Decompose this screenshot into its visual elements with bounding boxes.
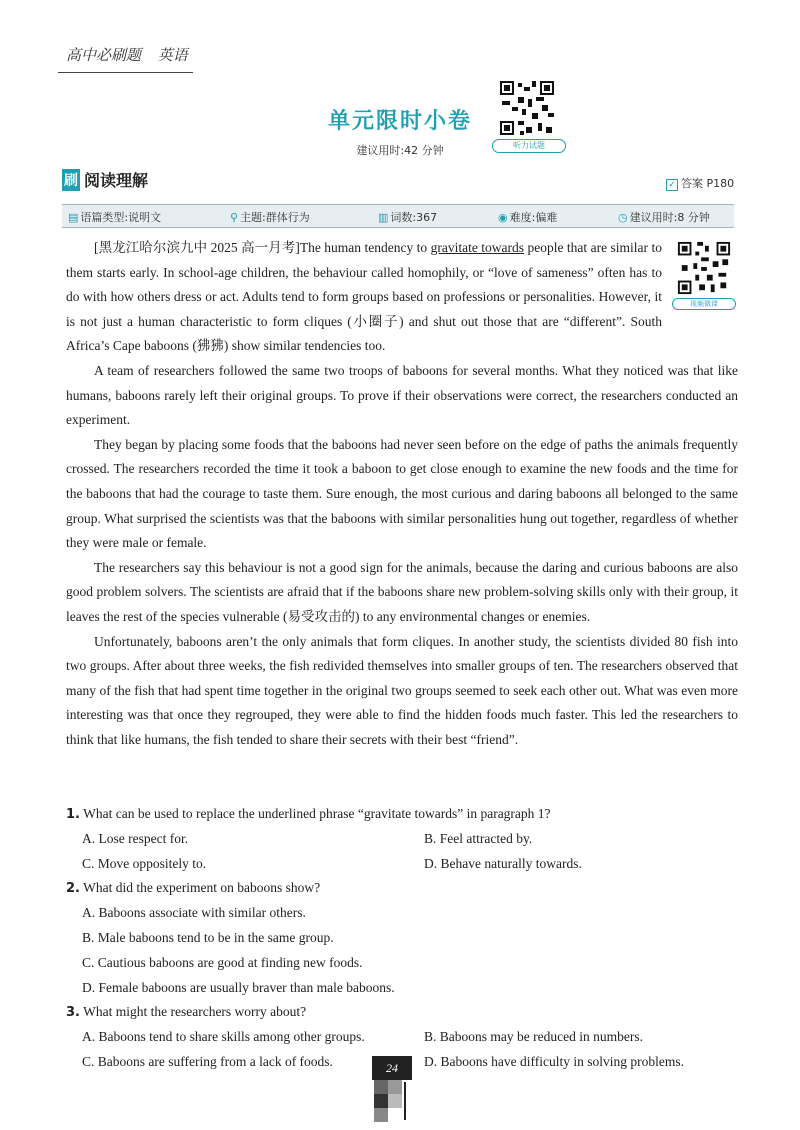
option-2d[interactable]: D. Female baboons are usually braver than male baboons. [82,980,395,995]
option-2a[interactable]: A. Baboons associate with similar others. [82,905,306,920]
document-icon: ▤ [68,211,79,224]
option-2b[interactable]: B. Male baboons tend to be in the same group. [82,930,334,945]
unit-title: 单元限时小卷 [327,109,472,134]
answer-page: 答案 P180 [681,177,735,190]
search-icon: ⚲ [230,211,239,224]
answer-reference [666,175,734,191]
section-heading [62,168,148,191]
info-word-count: ▥ 词数:367 [378,211,438,224]
option-1a[interactable]: A. Lose respect for. [82,831,189,846]
option-3a[interactable]: A. Baboons tend to share skills among other groups. [82,1029,365,1044]
question-1: 1. What can be used to replace the underlined phrase “gravitate towards” in paragraph 1? [66,806,551,822]
check-icon: ✓ [666,179,678,191]
question-2: 2. What did the experiment on baboons show? [66,880,321,896]
book-header [66,44,200,65]
chart-icon: ▥ [378,211,389,224]
info-theme: ⚲ 主题:群体行为 [230,211,310,224]
passage-source: [黑龙江哈尔滨九中 2025 高一月考] [94,240,300,255]
question-text: What did the experiment on baboons show? [83,880,321,895]
header-divider [58,72,193,73]
unit-suggested-time: 建议用时:42 分钟 [356,144,444,157]
reading-passage [66,236,738,752]
page-number: 24 [372,1056,412,1080]
option-1b[interactable]: B. Feel attracted by. [424,831,533,846]
section-title: 阅读理解 [84,171,149,190]
qr-caption: 听力试题 [492,139,566,153]
option-3d[interactable]: D. Baboons have difficulty in solving problems. [424,1054,684,1069]
book-title: 高中必刷题 [66,46,142,64]
paragraph-1: [黑龙江哈尔滨九中 2025 高一月考]The human tendency to gravitate towards people that are similar to them starts early. In school-age children, the behaviour called homophily, or “love of sameness” often has to do with how others dress or act. Adults tend to form groups based on professions or personalities. However, it is not just a human characteristic to form cliques (小圈子) and shut out those that are “different”. South Africa’s Cape baboons (狒狒) show similar tendencies too. [66,240,662,354]
info-difficulty: ◉ 难度:偏难 [498,211,558,224]
info-genre: ▤ 语篇类型:说明文 [68,211,162,224]
option-2c[interactable]: C. Cautious baboons are good at finding new foods. [82,955,363,970]
option-1d[interactable]: D. Behave naturally towards. [424,856,582,871]
difficulty-icon: ◉ [498,211,508,224]
option-3b[interactable]: B. Baboons may be reduced in numbers. [424,1029,643,1044]
paragraph-2: A team of researchers followed the same two troops of baboons for several months. What they noticed was that like humans, baboons rarely left their original groups. To prove if their observations were correct, the researchers conducted an experiment. [66,362,738,428]
option-1c[interactable]: C. Move oppositely to. [82,856,207,871]
clock-icon: ◷ [618,211,628,224]
paragraph-4: The researchers say this behaviour is not a good sign for the animals, because the daring and curious baboons are also good problem solvers. The scientists are afraid that if the baboons share new problem-solving skills only with their group, it leaves the rest of the species vulnerable (易受攻击的) to any environmental changes or enemies. [66,559,738,624]
passage-info-bar [62,204,734,228]
option-3c[interactable]: C. Baboons are suffering from a lack of foods. [82,1054,333,1069]
underlined-phrase: gravitate towards [430,240,525,255]
section-icon: 刷 [62,169,80,191]
page-number-decoration [374,1080,414,1122]
info-time: ◷ 建议用时:8 分钟 [618,211,710,224]
video-lesson-caption: 视频微课 [672,298,736,310]
paragraph-5: Unfortunately, baboons aren’t the only animals that form cliques. In another study, the scientists divided 80 fish into two groups. After about three weeks, the fish redivided themselves into smaller groups of ten. The researchers observed that many of the fish that had spent time together in the original two groups seemed to seek each other out. What was even more interesting was that once they regrouped, they were able to find the hidden foods much faster. This led the researchers to think that like humans, the fish tended to share their secrets with their best “friend”. [66,633,738,747]
subject-label: 英语 [157,46,188,64]
question-text: What can be used to replace the underlined phrase “gravitate towards” in paragraph 1? [83,806,551,821]
question-3: 3. What might the researchers worry about? [66,1004,307,1020]
qr-code-icon[interactable] [498,78,556,138]
paragraph-3: They began by placing some foods that the baboons had never seen before on the edge of paths the animals frequently crossed. The researchers recorded the time it took a baboon to get close enough to examine the new foods and the time for the baboons that had the courage to taste them. Sure enough, the most curious and daring baboons all belonged to the same group. What surprised the scientists was that the baboons with similar personalities hung out together, regardless of whether they were male or female. [66,436,738,551]
question-text: What might the researchers worry about? [83,1004,307,1019]
